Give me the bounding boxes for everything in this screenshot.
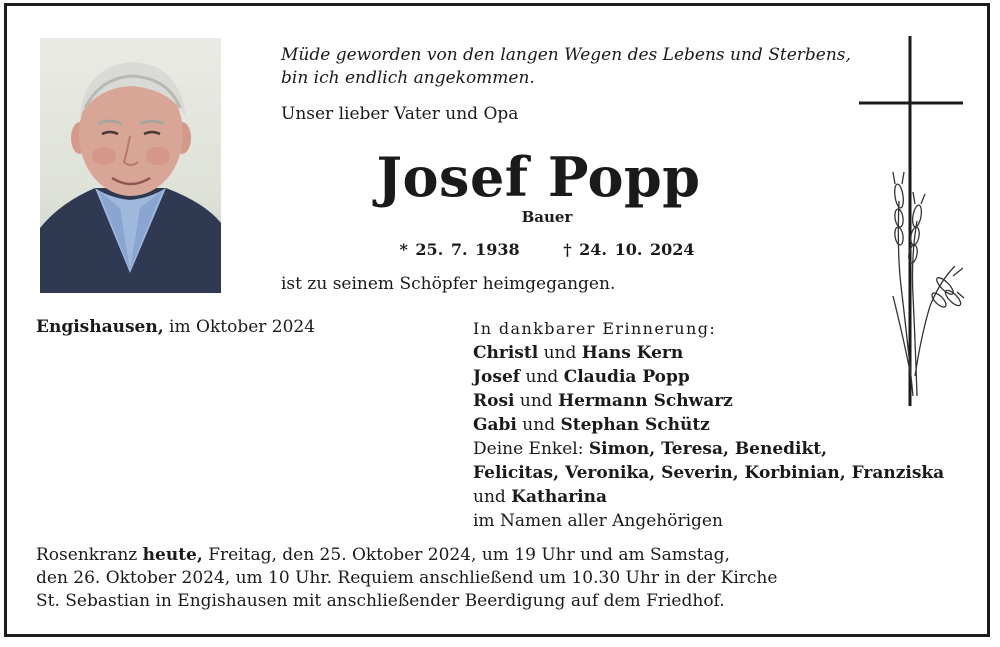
service-rosary: Rosenkranz xyxy=(36,545,138,565)
mourner-second: Claudia Popp xyxy=(563,367,690,387)
quote-line-2: bin ich endlich angekommen. xyxy=(281,68,535,88)
mourner-joiner: und xyxy=(522,415,556,435)
mourner-second: Hans Kern xyxy=(581,343,684,363)
intro-text: Unser lieber Vater und Opa xyxy=(281,104,519,124)
occupation: Bauer xyxy=(521,208,573,226)
wheat-icon xyxy=(893,172,964,396)
life-dates xyxy=(281,240,813,259)
mourner-joiner: und xyxy=(543,343,577,363)
quote xyxy=(281,44,851,90)
place-town: Engishausen, xyxy=(36,317,164,337)
grandchildren-joiner: und xyxy=(473,487,506,507)
mourner-first: Gabi xyxy=(473,415,517,435)
mourner-joiner: und xyxy=(525,367,559,387)
mourner-joiner: und xyxy=(519,391,553,411)
grandchildren-line-3 xyxy=(473,485,944,509)
service-line-3: St. Sebastian in Engishausen mit anschließender Beerdigung auf dem Friedhof. xyxy=(36,591,725,611)
mourner-first: Rosi xyxy=(473,391,515,411)
grandchildren-last: Katharina xyxy=(511,487,607,507)
passed-text: ist zu seinem Schöpfer heimgegangen. xyxy=(281,274,616,294)
grandchildren-names-1: Simon, Teresa, Benedikt, xyxy=(588,439,828,459)
mourner-second: Stephan Schütz xyxy=(560,415,710,435)
death-date: † 24. 10. 2024 xyxy=(563,240,695,259)
grandchildren-line-2 xyxy=(473,461,944,485)
mourner-first: Josef xyxy=(473,367,521,387)
portrait-photo xyxy=(40,38,221,293)
cross-icon xyxy=(855,36,965,408)
service-today: heute, xyxy=(142,545,203,565)
service-details xyxy=(36,544,777,613)
service-line-2: den 26. Oktober 2024, um 10 Uhr. Requiem anschließend um 10.30 Uhr in der Kirche xyxy=(36,568,778,588)
grandchildren-names-2: Felicitas, Veronika, Severin, Korbinian, Franziska xyxy=(473,463,945,483)
mourner-couple xyxy=(473,413,944,437)
grandchildren-label: Deine Enkel: xyxy=(473,439,584,459)
service-line-1-rest: Freitag, den 25. Oktober 2024, um 19 Uhr und am Samstag, xyxy=(208,545,730,565)
service-line-1 xyxy=(36,544,777,567)
mourners-closing: im Namen aller Angehörigen xyxy=(473,511,723,531)
birth-date: * 25. 7. 1938 xyxy=(399,240,520,259)
mourners-heading: In dankbarer Erinnerung: xyxy=(473,319,717,338)
mourner-second: Hermann Schwarz xyxy=(558,391,733,411)
grandchildren-line-1 xyxy=(473,437,944,461)
quote-line-1: Müde geworden von den langen Wegen des Lebens und Sterbens, xyxy=(281,45,851,65)
place-date xyxy=(36,317,315,337)
place-month: im Oktober 2024 xyxy=(169,317,316,337)
portrait-illustration xyxy=(40,38,221,293)
cross-wheat-symbol xyxy=(855,36,965,412)
mourner-first: Christl xyxy=(473,343,539,363)
deceased-name: Josef Popp xyxy=(376,145,701,209)
